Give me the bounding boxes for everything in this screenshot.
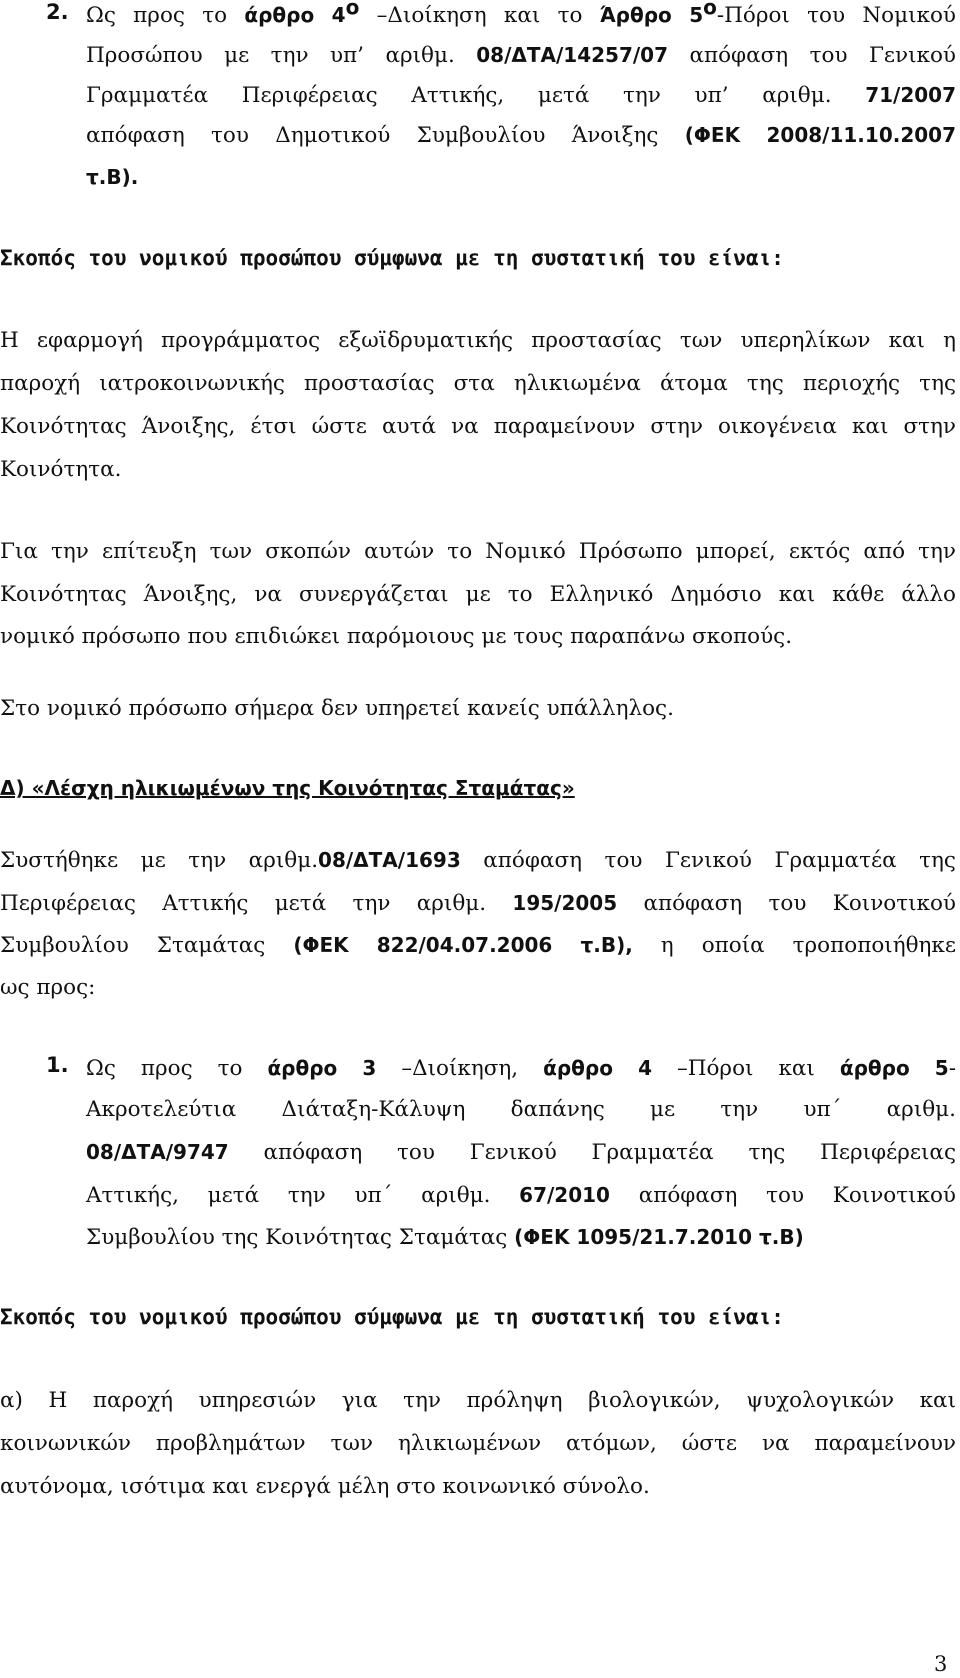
section-heading: Σκοπός του νομικού προσώπου σύμφωνα με τη συστατική του είναι: <box>0 246 784 270</box>
item1-line-5: Συμβουλίου της Κοινότητας Σταμάτας (ΦΕΚ 1095/21.7.2010 τ.Β) <box>86 1225 804 1250</box>
paragraph-line: Κοινότητας Άνοιξης, να συνεργάζεται με το Ελληνικό Δημόσιο και κάθε άλλο <box>0 582 956 607</box>
paragraph-line: νομικό πρόσωπο που επιδιώκει παρόμοιους με τους παραπάνω σκοπούς. <box>0 624 793 649</box>
paragraph-line: Για την επίτευξη των σκοπών αυτών το Νομικό Πρόσωπο μπορεί, εκτός από την <box>0 539 956 564</box>
item1-line-1: Ως προς το άρθρο 3 –Διοίκηση, άρθρο 4 –Πόροι και άρθρο 5- <box>86 1056 956 1081</box>
item2-line-3: Γραμματέα Περιφέρειας Αττικής, μετά την υπ’ αριθμ. 71/2007 <box>86 83 956 108</box>
paragraph-line: ως προς: <box>0 975 96 1000</box>
paragraph-line: Συμβουλίου Σταμάτας (ΦΕΚ 822/04.07.2006 τ.Β), η οποία τροποποιήθηκε <box>0 933 956 958</box>
paragraph-line: Συστήθηκε με την αριθμ.08/ΔΤΑ/1693 απόφαση του Γενικού Γραμματέα της <box>0 848 956 873</box>
paragraph-line: Η εφαρμογή προγράμματος εξωϊδρυματικής προστασίας των υπερηλίκων και η <box>0 328 956 353</box>
paragraph-line: Κοινότητας Άνοιξης, έτσι ώστε αυτά να παραμείνουν στην οικογένεια και στην <box>0 414 956 439</box>
page-number: 3 <box>934 1652 948 1676</box>
item2-line-5: τ.Β). <box>86 165 139 189</box>
item1-line-3: 08/ΔΤΑ/9747 απόφαση του Γενικού Γραμματέα της Περιφέρειας <box>86 1140 956 1165</box>
paragraph-line: αυτόνομα, ισότιμα και ενεργά μέλη στο κοινωνικό σύνολο. <box>0 1474 650 1499</box>
list-number: 2. <box>46 0 69 24</box>
paragraph-line: κοινωνικών προβλημάτων των ηλικιωμένων ατόμων, ώστε να παραμείνουν <box>0 1431 956 1456</box>
section-heading: Σκοπός του νομικού προσώπου σύμφωνα με τη συστατική του είναι: <box>0 1305 784 1329</box>
item2-line-4: απόφαση του Δημοτικού Συμβουλίου Άνοιξης (ΦΕΚ 2008/11.10.2007 <box>86 123 956 148</box>
paragraph-line: Περιφέρειας Αττικής μετά την αριθμ. 195/2005 απόφαση του Κοινοτικού <box>0 891 956 916</box>
item1-line-4: Αττικής, μετά την υπ΄ αριθμ. 67/2010 απόφαση του Κοινοτικού <box>86 1183 956 1208</box>
paragraph-line: Κοινότητα. <box>0 457 122 482</box>
item2-line-1: Ως προς το άρθρο $4^o$ –Διοίκηση και το Άρθρο $5^o$-Πόροι του Νομικού <box>86 0 956 28</box>
paragraph-line: παροχή ιατροκοινωνικής προστασίας στα ηλικιωμένα άτομα της περιοχής της <box>0 371 956 396</box>
paragraph-line: α) Η παροχή υπηρεσιών για την πρόληψη βιολογικών, ψυχολογικών και <box>0 1388 956 1413</box>
section-d-heading: Δ) «Λέσχη ηλικιωμένων της Κοινότητας Σταμάτας» <box>0 776 575 800</box>
paragraph-line: Στο νομικό πρόσωπο σήμερα δεν υπηρετεί κανείς υπάλληλος. <box>0 696 674 721</box>
item2-line-2: Προσώπου με την υπ’ αριθμ. 08/ΔΤΑ/14257/07 απόφαση του Γενικού <box>86 43 956 68</box>
list-number: 1. <box>46 1053 69 1077</box>
item1-line-2: Ακροτελεύτια Διάταξη-Κάλυψη δαπάνης με την υπ΄ αριθμ. <box>86 1097 956 1122</box>
